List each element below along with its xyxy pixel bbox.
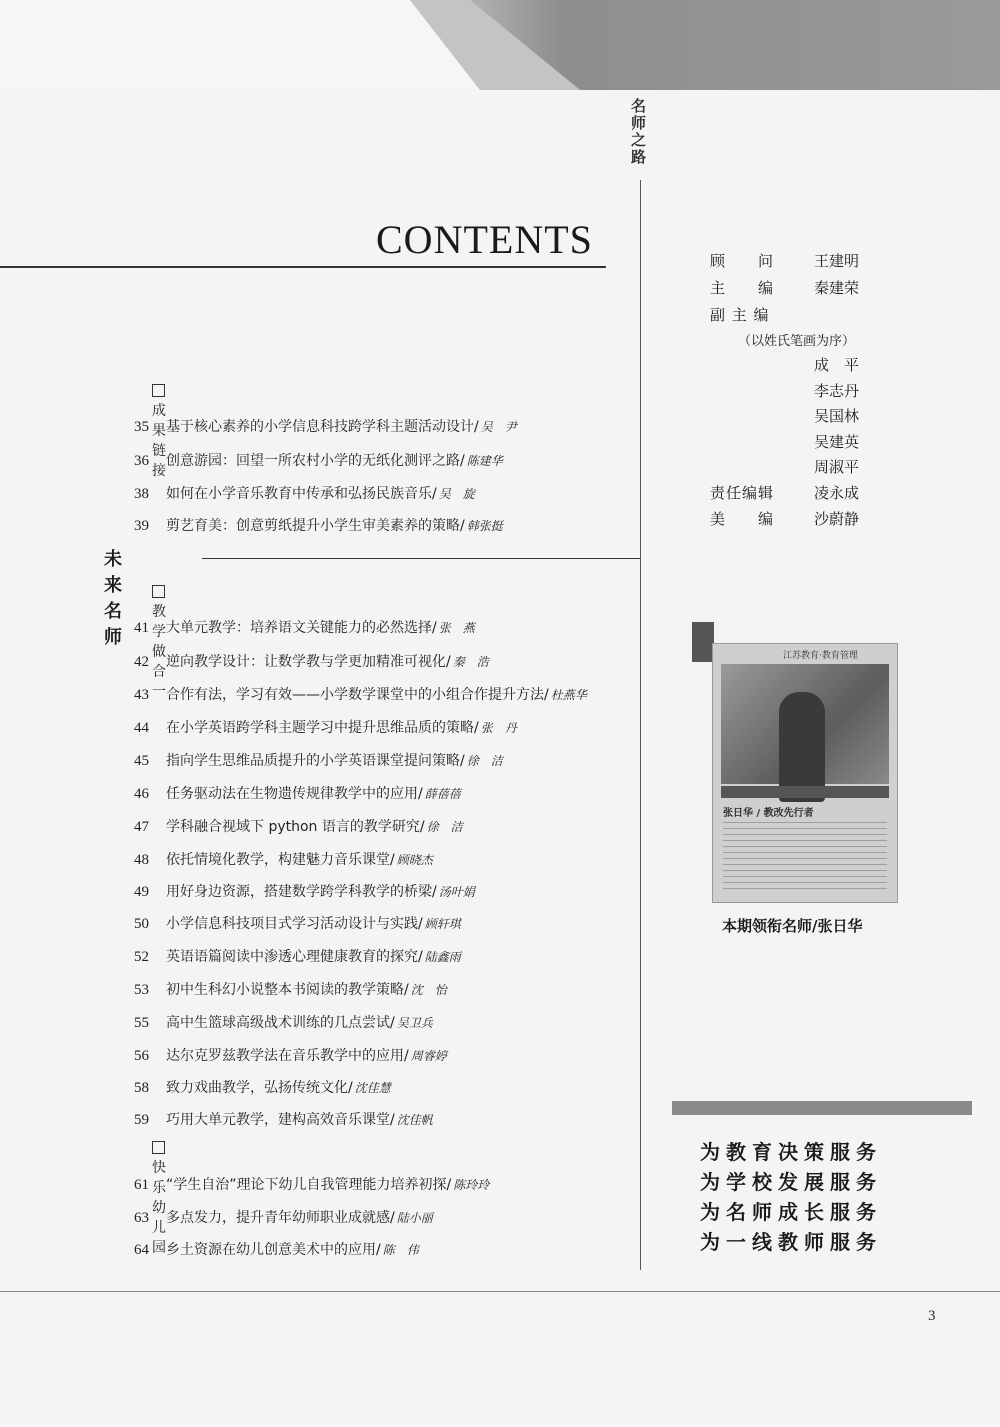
toc-entry[interactable]: 43 合作有法，学习有效——小学数学课堂中的小组合作提升方法/ 杜燕华 [134,687,587,703]
toc-entry[interactable]: 44 在小学英语跨学科主题学习中提升思维品质的策略/ 张 丹 [134,720,517,736]
toc-entry[interactable]: 46 任务驱动法在生物遗传规律教学中的应用/ 薛蓓蓓 [134,786,461,802]
toc-entry[interactable]: 55 高中生篮球高级战术训练的几点尝试/ 吴卫兵 [134,1015,433,1031]
column-label: 名师之路 [629,98,647,166]
toc-entry[interactable]: 41 大单元教学：培养语文关键能力的必然选择/ 张 燕 [134,620,475,636]
cover-tab [692,622,714,662]
toc-entry[interactable]: 38 如何在小学音乐教育中传承和弘扬民族音乐/ 吴 旋 [134,486,475,502]
cover-strip [721,786,889,798]
toc-entry[interactable]: 64 乡土资源在幼儿创意美术中的应用/ 陈 伟 [134,1242,419,1258]
checkbox-icon [152,1141,165,1154]
checkbox-icon [152,384,165,397]
deputy-name: 周淑平 [814,458,860,476]
toc-entry[interactable]: 50 小学信息科技项目式学习活动设计与实践/ 顾轩琪 [134,916,461,932]
slogan-line: 为学校发展服务 [700,1170,882,1194]
slogan-line: 为一线教师服务 [700,1230,882,1254]
toc-entry[interactable]: 59 巧用大单元教学，建构高效音乐课堂/ 沈佳帆 [134,1112,433,1128]
contents-rule [0,266,606,268]
cover-name-line: 张日华 / 教改先行者 [723,808,814,819]
deputy-name: 吴建英 [814,433,860,451]
section-rule [202,558,640,559]
toc-entry[interactable]: 48 依托情境化教学，构建魅力音乐课堂/ 顾晓杰 [134,852,433,868]
staff-ordering-note: （以姓氏笔画为序） [738,334,856,349]
toc-entry[interactable]: 35 基于核心素养的小学信息科技跨学科主题活动设计/ 吴 尹 [134,419,517,435]
column-divider [640,180,641,1270]
deputy-name: 李志丹 [814,382,860,400]
cover-body-text [723,822,887,892]
toc-entry[interactable]: 53 初中生科幻小说整本书阅读的教学策略/ 沈 怡 [134,982,447,998]
top-banner [0,0,1000,90]
toc-entry[interactable]: 61 “学生自治”理论下幼儿自我管理能力培养初探/ 陈玲玲 [134,1177,490,1193]
page-number: 3 [928,1308,936,1324]
banner-light-panel [0,0,480,90]
footer-rule [0,1291,1000,1292]
cover-masthead: 江苏教育·教育管理 [783,651,858,661]
subsection-heading: 教学做合一 [152,585,167,701]
cover-photo [721,664,889,784]
slogan-bar [672,1101,972,1115]
toc-entry[interactable]: 36 创意游园：回望一所农村小学的无纸化测评之路/ 陈建华 [134,453,503,469]
toc-entry[interactable]: 52 英语语篇阅读中渗透心理健康教育的探究/ 陆鑫雨 [134,949,461,965]
contents-title: CONTENTS [376,217,593,262]
toc-entry[interactable]: 47 学科融合视域下 python 语言的教学研究/ 徐 洁 [134,819,463,835]
toc-entry[interactable]: 42 逆向教学设计：让数学教与学更加精准可视化/ 秦 浩 [134,654,489,670]
subsection-heading: 成果链接 [152,384,167,480]
toc-entry[interactable]: 56 达尔克罗兹教学法在音乐教学中的应用/ 周睿婷 [134,1048,447,1064]
section-heading: 未来名师 [104,549,122,648]
featured-teacher-cover[interactable] [712,643,898,903]
slogan-line: 为教育决策服务 [700,1140,882,1164]
cover-caption: 本期领衔名师/张日华 [722,917,863,935]
deputy-name: 吴国林 [814,407,860,425]
subsection-heading: 快乐幼儿园 [152,1141,167,1257]
toc-entry[interactable]: 45 指向学生思维品质提升的小学英语课堂提问策略/ 徐 洁 [134,753,503,769]
toc-entry[interactable]: 58 致力戏曲教学，弘扬传统文化/ 沈佳慧 [134,1080,391,1096]
slogan-line: 为名师成长服务 [700,1200,882,1224]
toc-entry[interactable]: 63 多点发力，提升青年幼师职业成就感/ 陆小丽 [134,1210,433,1226]
toc-entry[interactable]: 39 剪艺育美：创意剪纸提升小学生审美素养的策略/ 韩张挺 [134,518,503,534]
deputy-name: 成 平 [814,356,860,374]
checkbox-icon [152,585,165,598]
toc-entry[interactable]: 49 用好身边资源，搭建数学跨学科教学的桥梁/ 汤叶娟 [134,884,475,900]
